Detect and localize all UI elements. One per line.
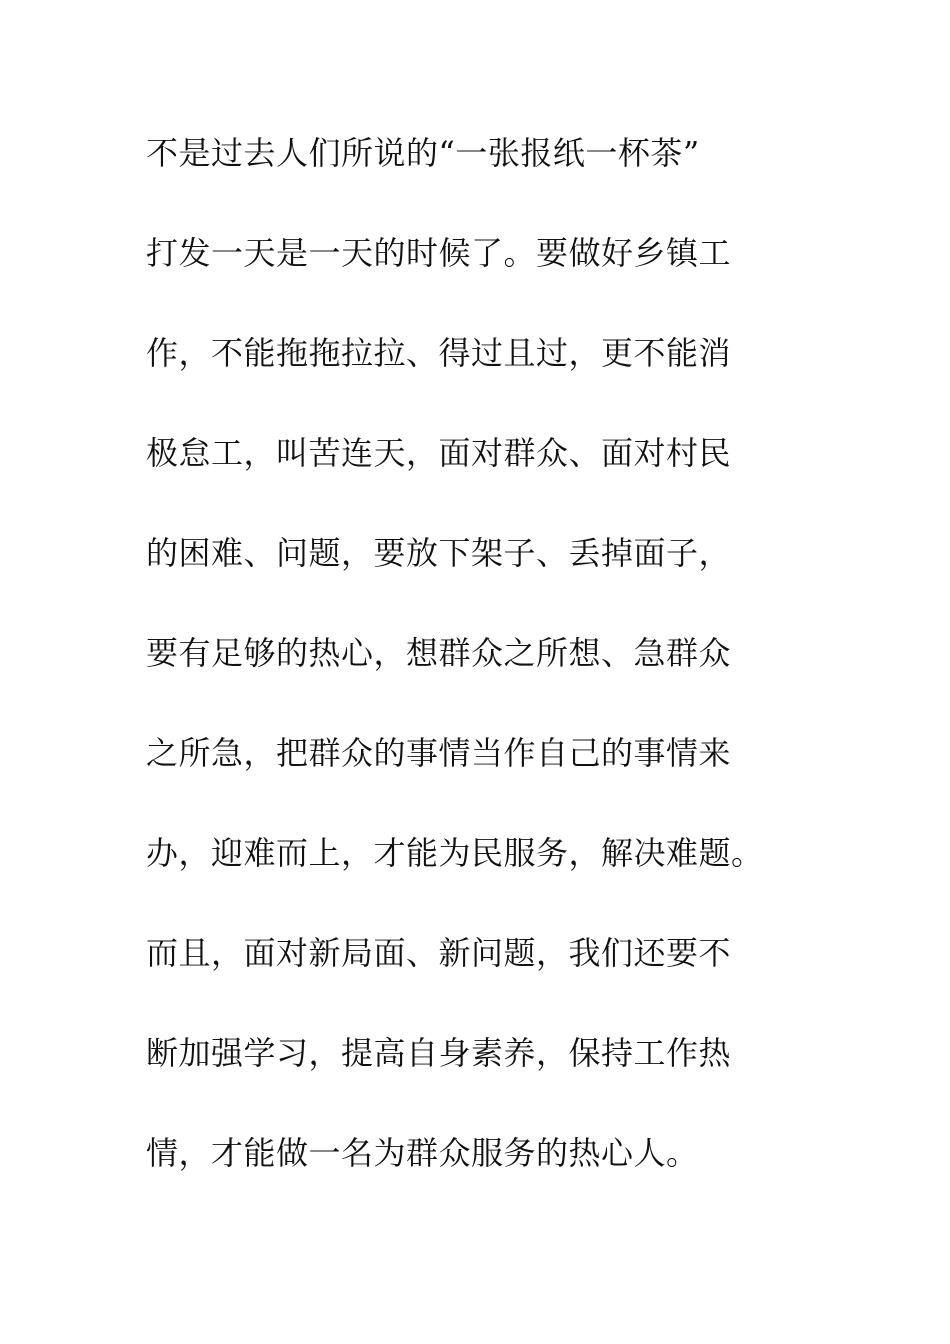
text-line: 办，迎难而上，才能为民服务，解决难题。 (146, 834, 764, 872)
text-line: 的困难、问题，要放下架子、丢掉面子， (146, 534, 732, 572)
text-line: 不是过去人们所说的“一张报纸一杯茶” (146, 134, 700, 172)
text-line: 情，才能做一名为群众服务的热心人。 (146, 1134, 699, 1172)
text-line: 打发一天是一天的时候了。要做好乡镇工 (146, 234, 732, 272)
body-paragraph (146, 126, 826, 1226)
text-line: 作，不能拖拖拉拉、得过且过，更不能消 (146, 334, 732, 372)
text-line: 极怠工，叫苦连天，面对群众、面对村民 (146, 434, 732, 472)
text-line: 要有足够的热心，想群众之所想、急群众 (146, 634, 732, 672)
text-line: 而且，面对新局面、新问题，我们还要不 (146, 934, 732, 972)
text-line: 之所急，把群众的事情当作自己的事情来 (146, 734, 732, 772)
text-line: 断加强学习，提高自身素养，保持工作热 (146, 1034, 732, 1072)
